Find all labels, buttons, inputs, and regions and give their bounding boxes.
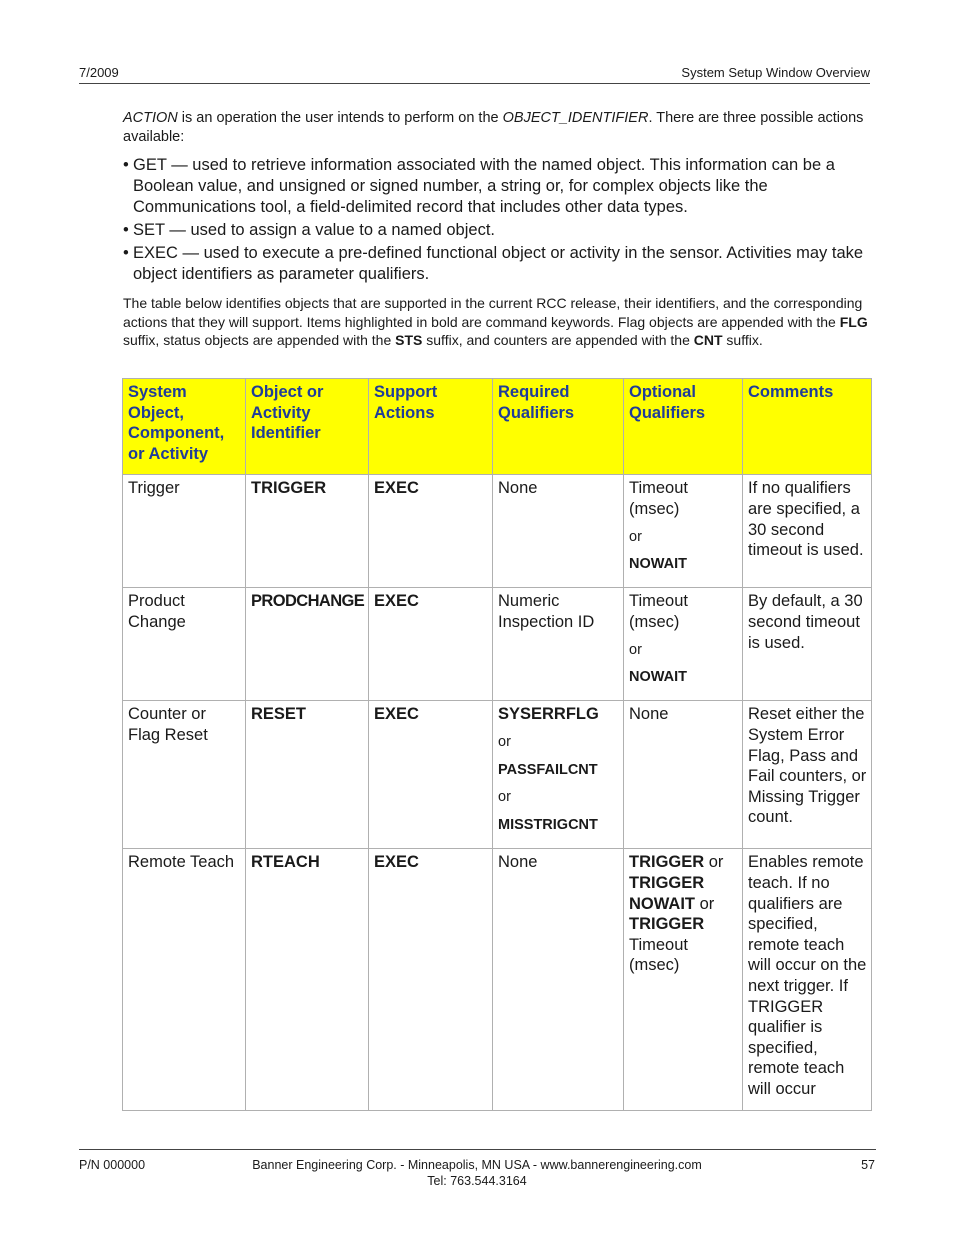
cell-required: Numeric Inspection ID <box>493 588 624 701</box>
cell-action: EXEC <box>369 701 493 849</box>
cell-object: Counter or Flag Reset <box>123 701 246 849</box>
footer-page-number: 57 <box>861 1158 875 1172</box>
header-section-title: System Setup Window Overview <box>681 65 870 80</box>
cell-comments: Enables remote teach. If no qualifiers are specified, remote teach will occur on the next trigger. If TRIGGER qualifier is specified, remote teach will occur <box>743 849 872 1110</box>
col-header-optional-qualifiers: Optional Qualifiers <box>624 379 743 475</box>
cell-action: EXEC <box>369 849 493 1110</box>
required-syserrflg: SYSERRFLG <box>498 705 599 724</box>
desc-cnt: CNT <box>693 332 723 348</box>
desc-sts: STS <box>395 332 423 348</box>
col-header-system-object: System Object, Component, or Activity <box>123 379 246 475</box>
table-row <box>123 475 872 588</box>
footer-company-info <box>0 1158 954 1189</box>
col-header-required-qualifiers: Required Qualifiers <box>493 379 624 475</box>
footer-telephone: Tel: 763.544.3164 <box>427 1173 527 1188</box>
cell-object: Trigger <box>123 475 246 588</box>
cell-optional: None <box>624 701 743 849</box>
table-row <box>123 588 872 701</box>
cell-optional <box>624 849 743 1110</box>
optional-nowait: NOWAIT <box>629 669 687 686</box>
desc-text-d: suffix. <box>722 332 763 348</box>
optional-nowait: NOWAIT <box>629 556 687 573</box>
cell-required: None <box>493 849 624 1110</box>
cell-comments: If no qualifiers are specified, a 30 second timeout is used. <box>743 475 872 588</box>
cell-identifier: RESET <box>246 701 369 849</box>
footer-company: Banner Engineering Corp. - Minneapolis, MN USA - www.bannerengineering.com <box>252 1158 702 1172</box>
desc-text-a: The table below identifies objects that are supported in the current RCC release, their identifiers, and the corresponding actions that they will support. Items highlighted in bold are command keywords. Flag objects are appended with the <box>123 295 863 330</box>
optional-timeout: Timeout (msec) <box>629 592 688 631</box>
action-list-item-set: • SET — used to assign a value to a named object. <box>123 220 871 241</box>
desc-flg: FLG <box>839 313 868 330</box>
required-misstrigcnt: MISSTRIGCNT <box>498 816 598 833</box>
col-header-comments: Comments <box>743 379 872 475</box>
intro-paragraph <box>123 109 871 147</box>
cell-action: EXEC <box>369 475 493 588</box>
intro-text-2: . There are three possible actions available: <box>123 110 864 145</box>
cell-object: Remote Teach <box>123 849 246 1110</box>
footer-rule <box>79 1149 876 1150</box>
action-list-item-get: • GET — used to retrieve information associated with the named object. This information can be a Boolean value, and unsigned or signed number, a string or, for complex objects like the Communications tool, a field-delimited record that includes other data types. <box>123 155 871 218</box>
cell-required: None <box>493 475 624 588</box>
optional-or: or <box>629 528 642 545</box>
required-passfailcnt: PASSFAILCNT <box>498 761 598 778</box>
cell-action: EXEC <box>369 588 493 701</box>
optional-trigger: TRIGGER <box>629 853 705 872</box>
cell-optional <box>624 475 743 588</box>
intro-term-action: ACTION <box>123 110 178 126</box>
cell-comments: By default, a 30 second timeout is used. <box>743 588 872 701</box>
action-list-item-exec: • EXEC — used to execute a pre-defined functional object or activity in the sensor. Activities may take object identifiers as parameter qualifiers. <box>123 243 871 285</box>
col-header-identifier: Object or Activity Identifier <box>246 379 369 475</box>
table-description-paragraph <box>123 294 873 350</box>
cell-object: Product Change <box>123 588 246 701</box>
optional-timeout: Timeout (msec) <box>629 479 688 518</box>
optional-or: or <box>704 853 724 872</box>
rcc-objects-table <box>122 378 872 1111</box>
col-header-support-actions: Support Actions <box>369 379 493 475</box>
required-or: or <box>498 789 511 806</box>
cell-required <box>493 701 624 849</box>
optional-timeout: Timeout (msec) <box>629 935 688 975</box>
header-rule <box>79 83 870 84</box>
cell-identifier: TRIGGER <box>246 475 369 588</box>
cell-optional <box>624 588 743 701</box>
optional-or: or <box>695 894 715 913</box>
table-row <box>123 701 872 849</box>
optional-or: or <box>629 641 642 658</box>
table-header-row <box>123 379 872 475</box>
action-list <box>123 155 871 287</box>
desc-text-b: suffix, status objects are appended with the <box>123 332 396 348</box>
intro-text-1: is an operation the user intends to perform on the <box>177 110 503 126</box>
required-or: or <box>498 733 511 750</box>
optional-trigger-timeout: TRIGGER <box>629 915 705 934</box>
cell-comments: Reset either the System Error Flag, Pass and Fail counters, or Missing Trigger count. <box>743 701 872 849</box>
footer-part-number: P/N 000000 <box>79 1158 146 1172</box>
desc-text-c: suffix, and counters are appended with the <box>422 332 694 348</box>
cell-identifier: PRODCHANGE <box>246 588 369 701</box>
intro-term-object-identifier: OBJECT_IDENTIFIER <box>502 110 649 126</box>
optional-trigger-nowait: TRIGGER NOWAIT <box>629 873 705 913</box>
cell-identifier: RTEACH <box>246 849 369 1110</box>
table-row <box>123 849 872 1110</box>
header-date: 7/2009 <box>79 65 119 80</box>
